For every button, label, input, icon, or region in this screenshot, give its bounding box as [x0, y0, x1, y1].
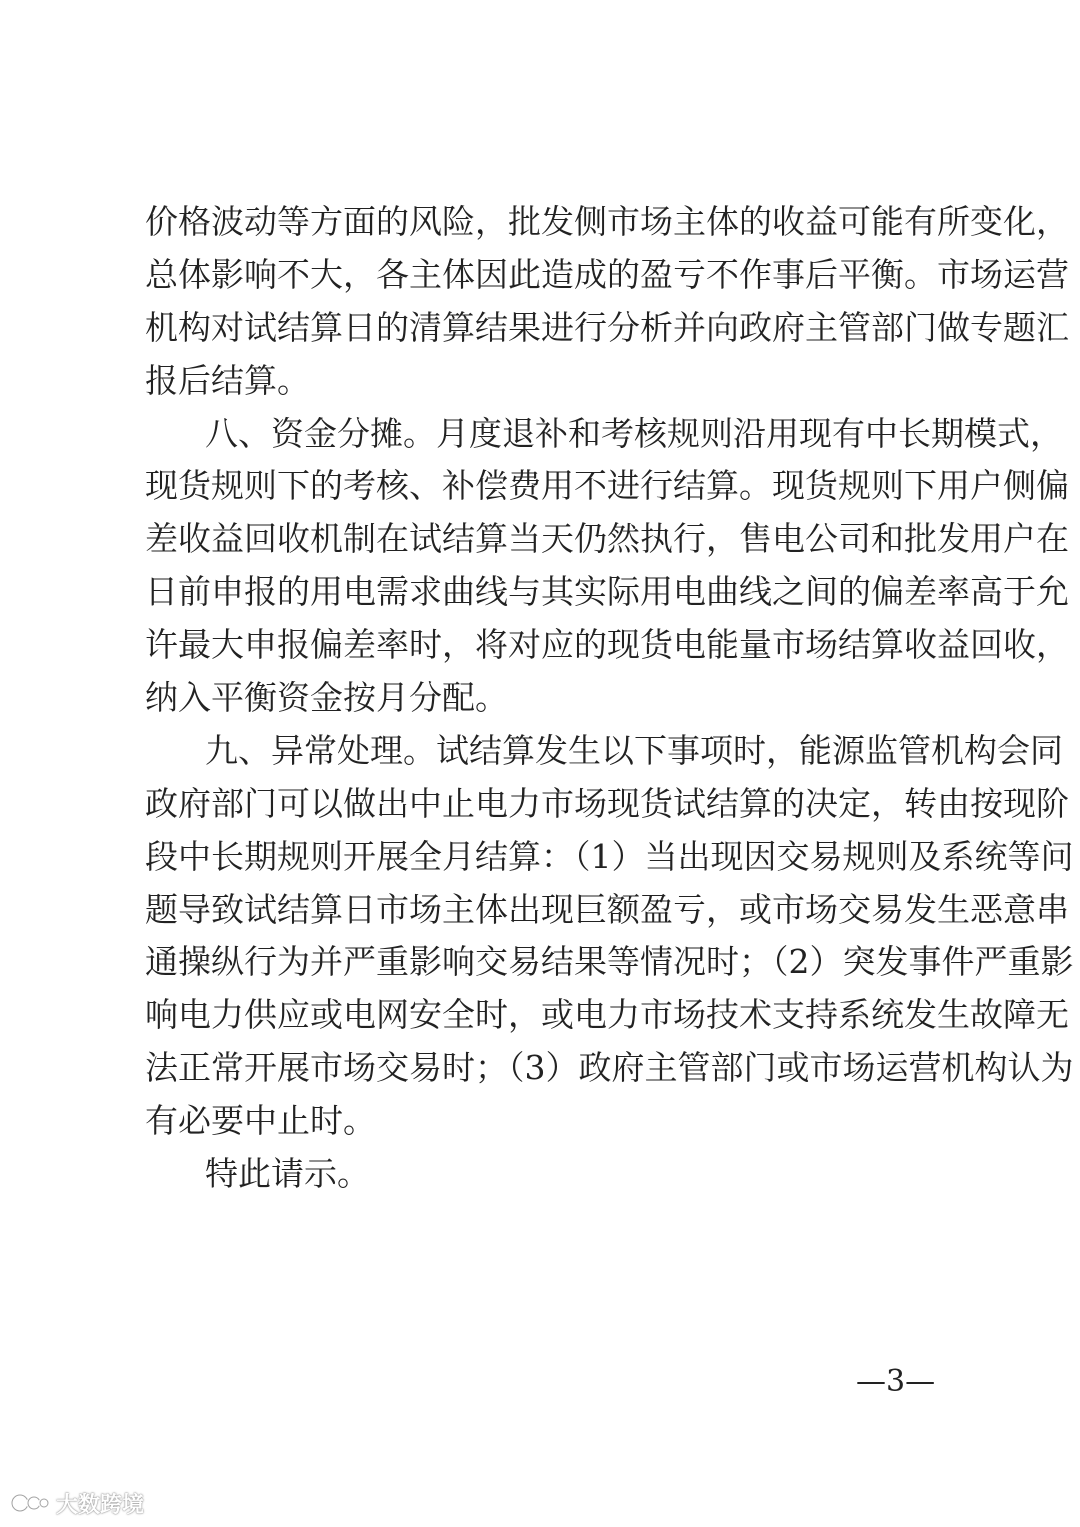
text-line: 日前申报的用电需求曲线与其实际用电曲线之间的偏差率高于允 — [145, 572, 1069, 612]
text-line: 段中长期规则开展全月结算：（1）当出现因交易规则及系统等问 — [145, 836, 1074, 876]
text-line: 总体影响不大，各主体因此造成的盈亏不作事后平衡。市场运营 — [145, 254, 1069, 294]
text-line: 现货规则下的考核、补偿费用不进行结算。现货规则下用户侧偏 — [145, 466, 1069, 506]
text-line: 许最大申报偏差率时，将对应的现货电能量市场结算收益回收， — [145, 625, 1069, 665]
text-line: 有必要中止时。 — [145, 1101, 376, 1141]
page-number: —3— — [856, 1364, 936, 1399]
watermark-text: 大数跨境 — [56, 1492, 145, 1518]
dashuju-logo-icon — [10, 1491, 50, 1515]
closing-line: 特此请示。 — [205, 1154, 370, 1194]
text-line: 机构对试结算日的清算结果进行分析并向政府主管部门做专题汇 — [145, 307, 1069, 347]
text-line: 价格波动等方面的风险，批发侧市场主体的收益可能有所变化， — [145, 202, 1069, 241]
text-line: 纳入平衡资金按月分配。 — [145, 678, 508, 718]
text-line: 通操纵行为并严重影响交易结果等情况时；（2）突发事件严重影 — [145, 942, 1074, 982]
text-line: 响电力供应或电网安全时，或电力市场技术支持系统发生故障无 — [145, 995, 1069, 1035]
section-8-heading-line: 八、资金分摊。月度退补和考核规则沿用现有中长期模式， — [205, 413, 1063, 453]
watermark — [10, 1488, 144, 1518]
text-line: 题导致试结算日市场主体出现巨额盈亏，或市场交易发生恶意串 — [145, 889, 1069, 929]
text-line: 政府部门可以做出中止电力市场现货试结算的决定，转由按现阶 — [145, 783, 1069, 823]
text-line: 差收益回收机制在试结算当天仍然执行，售电公司和批发用户在 — [145, 519, 1069, 559]
text-line: 报后结算。 — [145, 360, 310, 400]
text-line: 法正常开展市场交易时；（3）政府主管部门或市场运营机构认为 — [145, 1048, 1074, 1088]
document-body — [145, 196, 1074, 1201]
section-9-heading-line: 九、异常处理。试结算发生以下事项时，能源监管机构会同 — [205, 730, 1063, 770]
